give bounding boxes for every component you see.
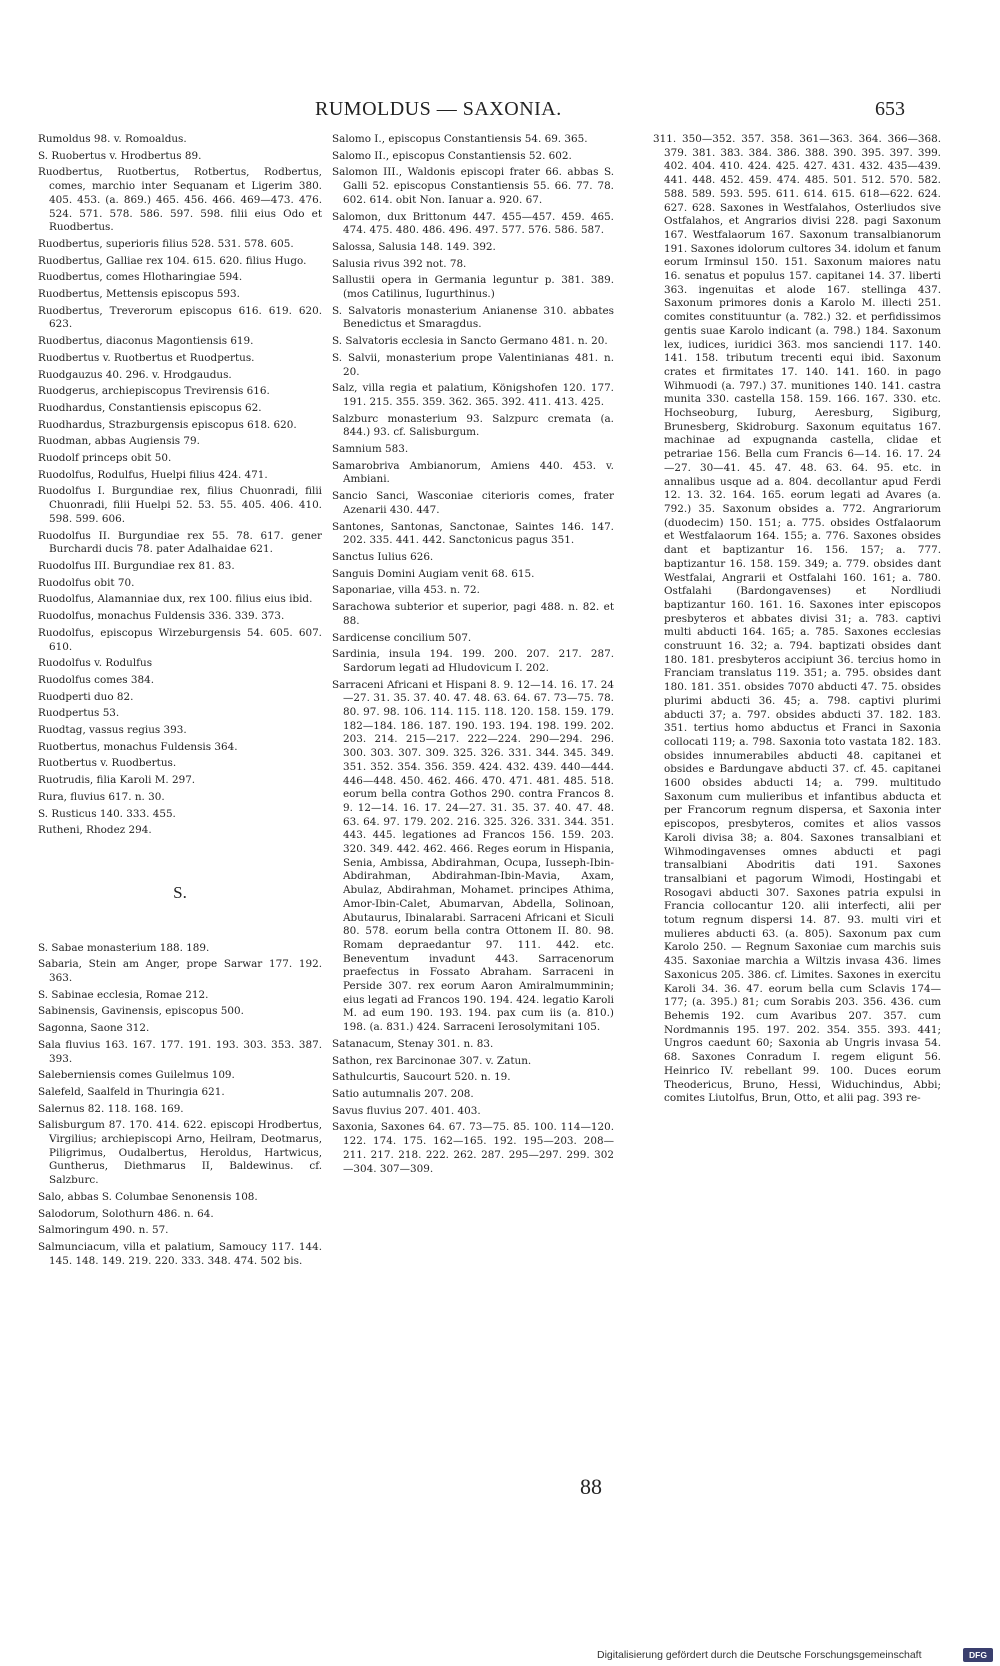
- index-entry: Sallustii opera in Germania leguntur p. 381. 389. (mos Catilinus, Iugurthinus.): [332, 274, 614, 301]
- index-entry: Saleberniensis comes Guilelmus 109.: [38, 1069, 235, 1082]
- index-entry: Sarachowa subterior et superior, pagi 488. n. 82. et 88.: [332, 601, 614, 627]
- index-entry: Sala fluvius 163. 167. 177. 191. 193. 303. 353. 387. 393.: [38, 1038, 322, 1065]
- index-entry: S. Sabinae ecclesia, Romae 212.: [38, 988, 209, 1001]
- index-entry: Ruotrudis, filia Karoli M. 297.: [38, 774, 196, 787]
- page-number: 653: [875, 98, 905, 120]
- column-left: [38, 133, 322, 1271]
- index-entry: Ruodpertus 53.: [38, 707, 120, 720]
- index-entry: Sardicense concilium 507.: [332, 631, 472, 644]
- index-entry: S. Salvatoris ecclesia in Sancto Germano 481. n. 20.: [332, 335, 608, 348]
- index-entry: Ruodgerus, archiepiscopus Trevirensis 616.: [38, 385, 270, 398]
- index-entry: Ruodman, abbas Augiensis 79.: [38, 435, 200, 448]
- index-entry: Ruodolfus, episcopus Wirzeburgensis 54. 605. 607. 610.: [38, 626, 322, 653]
- index-entry: Salefeld, Saalfeld in Thuringia 621.: [38, 1085, 225, 1098]
- index-entry: S. Rusticus 140. 333. 455.: [38, 807, 176, 820]
- index-entry: Sarraceni Africani et Hispani 8. 9. 12—14. 16. 17. 24—27. 31. 35. 37. 40. 47. 48. 63. 64. 67. 73—75. 78. 80. 97. 98. 106. 114. 115. 118. 120. 158. 159. 179. 182—184. 186. 187. 190. 193. 194. 198. 199. 202. 203. 214. 215—217. 222—224. 290—294. 296. 300. 303. 307. 309. 325. 326. 331. 344. 345. 349. 351. 352. 354. 356. 359. 424. 432. 439. 440—444. 446—448. 450. 462. 466. 470. 471. 481. 485. 518. eorum bella contra Gothos 290. contra Francos 8. 9. 12—14. 16. 17. 24—27. 31. 35. 37. 40. 47. 48. 63. 64. 97. 179. 202. 216. 325. 326. 331. 344. 351. 443. 445. legationes ad Francos 156. 159. 203. 320. 349. 442. 462. 466. Reges eorum in Hispania, Senia, Ambissa, Abdirahman, Ocupa, Iusseph-Ibin-Abdirahman, Abdirahman-Ibin-Mavia, Axam, Abulaz, Abdirahman, Mohamet. principes Athima, Amor-Ibin-Calet, Abumarvan, Abdella, Solinoan, Abutaurus, Ibinalarabi. Sarraceni Africani et Siculi 80. 578. eorum bella contra Ottonem II. 80. 98. Romam depraedantur 97. 111. 442. etc. Beneventum invadunt 443. Sarracenorum praefectus in Fossato Abraham. Sarraceni in Perside 307. rex eorum Aaron Amiralmumminin; eius legati ad Francos 190. 194. 424. legatio Karoli M. ad eum 190. 193. 194. pax cum iis (a. 810.) 198. (a. 831.) 424. Sarraceni Ierosolymitani 105.: [332, 678, 614, 1034]
- index-entry: Ruodolfus II. Burgundiae rex 55. 78. 617. gener Burchardi ducis 78. pater Adalhaidae 621.: [38, 529, 322, 556]
- index-entry: Samarobriva Ambianorum, Amiens 440. 453. v. Ambiani.: [332, 459, 614, 486]
- index-entry: Rumoldus 98. v. Romoaldus.: [38, 133, 187, 145]
- index-entry: Ruodbertus, superioris filius 528. 531. 578. 605.: [38, 237, 294, 250]
- footer-text: Digitalisierung gefördert durch die Deutsche Forschungsgemeinschaft: [597, 1649, 922, 1661]
- index-entry: Salossa, Salusia 148. 149. 392.: [332, 240, 496, 253]
- dfg-logo: DFG: [963, 1648, 993, 1662]
- index-entry: Sagonna, Saone 312.: [38, 1022, 150, 1035]
- index-entry: Sabaria, Stein am Anger, prope Sarwar 177. 192. 363.: [38, 958, 322, 985]
- index-entry: Ruodbertus, Galliae rex 104. 615. 620. filius Hugo.: [38, 254, 307, 267]
- index-entry: Ruodbertus, comes Hlotharingiae 594.: [38, 271, 243, 284]
- index-entry: Saponariae, villa 453. n. 72.: [332, 584, 480, 597]
- index-entry: Ruodolfus, monachus Fuldensis 336. 339. 373.: [38, 610, 285, 623]
- index-entry: Ruodolfus v. Rodulfus: [38, 657, 153, 670]
- index-entry: Ruodolf princeps obit 50.: [38, 452, 172, 465]
- entries-sa: [332, 133, 614, 1176]
- index-entry: Salernus 82. 118. 168. 169.: [38, 1102, 184, 1115]
- index-entry: Rura, fluvius 617. n. 30.: [38, 790, 165, 803]
- footer: [0, 1647, 1000, 1665]
- index-entry: Ruodolfus I. Burgundiae rex, filius Chuonradi, filii Chuonradi, filii Huelpi 52. 53. 55. 405. 406. 410. 598. 599. 606.: [38, 485, 322, 525]
- index-entry: Ruodolfus III. Burgundiae rex 81. 83.: [38, 559, 235, 572]
- index-entry: Ruodbertus, diaconus Magontiensis 619.: [38, 335, 254, 348]
- index-entry: Ruodhardus, Constantiensis episcopus 62.: [38, 401, 262, 414]
- header-title: RUMOLDUS — SAXONIA.: [315, 98, 562, 120]
- column-right: [653, 133, 941, 1109]
- signature-mark: 88: [580, 1474, 602, 1499]
- index-entry: Ruodolfus comes 384.: [38, 673, 155, 686]
- index-entry: S. Sabae monasterium 188. 189.: [38, 941, 210, 954]
- index-entry: Salomon, dux Brittonum 447. 455—457. 459. 465. 474. 475. 480. 486. 496. 497. 577. 576. 586. 587.: [332, 210, 614, 237]
- index-entry: Ruotbertus, monachus Fuldensis 364.: [38, 740, 238, 753]
- index-entry: Sardinia, insula 194. 199. 200. 207. 217. 287. Sardorum legati ad Hludovicum I. 202.: [332, 648, 614, 674]
- index-entry: Salomo II., episcopus Constantiensis 52. 602.: [332, 149, 572, 162]
- section-heading: S.: [173, 882, 187, 902]
- index-entry: Sathulcurtis, Saucourt 520. n. 19.: [332, 1071, 511, 1084]
- index-entry: Salodorum, Solothurn 486. n. 64.: [38, 1207, 214, 1220]
- index-entry: Rutheni, Rhodez 294.: [38, 824, 152, 837]
- index-entry: S. Ruobertus v. Hrodbertus 89.: [38, 149, 202, 162]
- index-entry: Ruotbertus v. Ruodbertus.: [38, 757, 177, 770]
- index-entry: Salusia rivus 392 not. 78.: [332, 257, 467, 270]
- entries-saxonia: [653, 133, 941, 1106]
- index-entry: Salo, abbas S. Columbae Senonensis 108.: [38, 1190, 258, 1203]
- entries-s: [38, 942, 322, 1269]
- index-entry: S. Salvatoris monasterium Anianense 310. abbates Benedictus et Smaragdus.: [332, 304, 614, 331]
- index-entry: Savus fluvius 207. 401. 403.: [332, 1104, 481, 1117]
- index-entry: Salmunciacum, villa et palatium, Samoucy 117. 144. 145. 148. 149. 219. 220. 333. 348. 474. 502 bis.: [38, 1241, 322, 1267]
- index-entry: Saxonia, Saxones 64. 67. 73—75. 85. 100. 114—120. 122. 174. 175. 162—165. 192. 195—203. 208—211. 217. 218. 222. 262. 287. 295—297. 299. 302—304. 307—309.: [332, 1121, 614, 1175]
- index-entry: Sanctus Iulius 626.: [332, 550, 434, 563]
- index-entry: Ruodhardus, Strazburgensis episcopus 618. 620.: [38, 418, 297, 431]
- index-entry: Ruodbertus v. Ruotbertus et Ruodpertus.: [38, 351, 255, 364]
- index-entry: Sancio Sanci, Wasconiae citerioris comes, frater Azenarii 430. 447.: [332, 490, 614, 516]
- index-entry: Satanacum, Stenay 301. n. 83.: [332, 1037, 494, 1050]
- index-entry: Santones, Santonas, Sanctonae, Saintes 146. 147. 202. 335. 441. 442. Sanctonicus pagus 351.: [332, 520, 614, 547]
- index-entry: Samnium 583.: [332, 443, 409, 456]
- index-entry: Ruodbertus, Ruotbertus, Rotbertus, Rodbertus, comes, marchio inter Sequanam et Ligerim 380. 405. 453. (a. 869.) 465. 456. 466. 469—473. 476. 524. 571. 578. 586. 597. 598. filii eius Odo et Ruodbertus.: [38, 166, 322, 234]
- index-entry: Ruodbertus, Mettensis episcopus 593.: [38, 288, 240, 301]
- index-entry: Sabinensis, Gavinensis, episcopus 500.: [38, 1005, 244, 1018]
- index-entry: Salomon III., Waldonis episcopi frater 66. abbas S. Galli 52. episcopus Constantiensis 55. 66. 77. 78. 602. 614. obit Non. Ianuar a. 920. 67.: [332, 166, 614, 206]
- running-header: [0, 98, 1000, 122]
- index-entry: Salzburc monasterium 93. Salzpurc cremata (a. 844.) 93. cf. Salisburgum.: [332, 412, 614, 439]
- index-entry: Ruodolfus obit 70.: [38, 576, 135, 589]
- column-middle: [332, 133, 614, 1179]
- entries-r: [38, 133, 322, 838]
- index-entry: Salmoringum 490. n. 57.: [38, 1224, 169, 1237]
- index-entry: Ruodolfus, Alamanniae dux, rex 100. filius eius ibid.: [38, 593, 313, 606]
- index-entry: Salomo I., episcopus Constantiensis 54. 69. 365.: [332, 133, 588, 145]
- index-entry: Salisburgum 87. 170. 414. 622. episcopi Hrodbertus, Virgilius; archiepiscopi Arno, Heilram, Deotmarus, Piligrimus, Oudalbertus, Heroldus, Hartwicus, Guntherus, Diethmarus II, Baldewinus. cf. Salzburc.: [38, 1119, 322, 1187]
- index-entry: Ruodgauzus 40. 296. v. Hrodgaudus.: [38, 368, 232, 381]
- index-entry: Sanguis Domini Augiam venit 68. 615.: [332, 567, 535, 580]
- index-entry: Satio autumnalis 207. 208.: [332, 1088, 474, 1100]
- index-entry: Sathon, rex Barcinonae 307. v. Zatun.: [332, 1054, 532, 1067]
- index-entry: Ruodperti duo 82.: [38, 690, 134, 703]
- index-entry: Ruodbertus, Treverorum episcopus 616. 619. 620. 623.: [38, 304, 322, 331]
- index-entry: Ruodolfus, Rodulfus, Huelpi filius 424. 471.: [38, 468, 268, 481]
- index-entry: Ruodtag, vassus regius 393.: [38, 724, 187, 737]
- index-entry: Salz, villa regia et palatium, Königshofen 120. 177. 191. 215. 355. 359. 362. 365. 392. 411. 413. 425.: [332, 382, 614, 408]
- index-entry: S. Salvii, monasterium prope Valentinianas 481. n. 20.: [332, 351, 614, 378]
- index-entry: 311. 350—352. 357. 358. 361—363. 364. 366—368. 379. 381. 383. 384. 386. 388. 390. 395. 397. 399. 402. 404. 410. 424. 425. 427. 431. 432. 435—439. 441. 448. 452. 459. 474. 485. 501. 512. 570. 582. 588. 589. 593. 595. 611. 614. 615. 618—622. 624. 627. 628. Saxones in Westfalahos, Osterliudos sive Ostfalahos, et Angrarios divisi 228. pagi Saxonum 167. Westfalaorum 167. Saxonum transalbianorum 191. Saxones idolorum cultores 34. idolum et fanum eorum Irminsul 150. 151. Saxonum maiores natu 16. senatus et populus 157. capitanei 14. 37. liberti 363. ingenuitas et alode 167. stellinga 437. Saxonum primores donis a Karolo M. illecti 251. comites constituuntur (a. 782.) 32. et perfidissimos gentis suae Karolo indicant (a. 798.) 184. Saxonum lex, iudices, iuridici 363. mos sanciendi 117. 140. 141. 158. tributum trecenti equi ibid. Saxonum crates et firmitates 17. 140. 141. 160. in pago Wihmuodi (a. 797.) 37. munitiones 140. 141. castra munita 330. castella 158. 159. 166. 167. 330. etc. Hochseoburg, Iuburg, Aeresburg, Sigiburg, Brunesberg, Skidroburg. Saxonum equitatus 167. machinae ad expugnanda castella, clidae et petrariae 156. Bella cum Francis 6—14. 16. 17. 24—27. 30—41. 45. 47. 48. 63. 64. 95. etc. in annalibus usque ad a. 804. decollantur apud Ferdi 12. 13. 32. 164. 165. eorum legati ad Avares (a. 792.) 35. Saxonum obsides a. 772. Angrariorum (duodecim) 150. 151; a. 775. obsides Ostfalaorum et Westfalaorum 164. 155; a. 776. Saxones obsides dant et baptizantur 16. 156. 157; a. 777. baptizantur 16. 158. 159. 349; a. 779. obsides dant Westfalai, Angrarii et Ostfalahi 160. 161; a. 780. Ostfalahi (Bardongavenses) et Nordliudi baptizantur 160. 161. 16. Saxones inter episcopos presbyteros et abbates divisi 31; a. 783. captivi multi abducti 164. 165; a. 785. Saxones ecclesias construunt 16. 32; a. 794. baptizati obsides dant 180. 181. presbyteros accipiunt 36. tercius homo in Franciam translatus 119. 351; a. 795. obsides dant 180. 181. 351. obsides 7070 abducti 47. 75. obsides plurimi abducti 36. 45; a. 798. captivi plurimi abducti 37; a. 797. obsides abducti 37. 182. 183. 351. tertius homo abductus et Franci in Saxonia collocati 119; a. 798. Saxonia toto vastata 182. 183. obsides innumerabiles abducti 48. capitanei et obsides e Bardungave abducti 37. cf. 45. capitanei 1600 obsides abducti 14; a. 799. multitudo Saxonum cum mulieribus et infantibus abducta et per Francorum regnum dispersa, et Saxonia inter episcopos, presbyteros, comites et alios vassos Karoli divisa 38; a. 804. Saxones transalbiani et Wihmodingavenses omnes abducti et pagi transalbiani Abodritis dati 191. Saxones transalbiani et pagorum Wimodi, Hostingabi et Rosogavi abducti 307. Saxones patria expulsi in Francia collocantur 120. alii interfecti, alii per totum regnum dispersi 14. 87. 93. multi viri et mulieres abducti 63. (a. 805). Saxonum pax cum Karolo 250. — Regnum Saxoniae cum marchis suis 435. Saxoniae marchia a Wiltzis invasa 436. limes Saxonicus 205. 386. cf. Limites. Saxones in exercitu Karoli 34. 36. 47. eorum bella cum Sclavis 174—177; (a. 395.) 81; cum Sorabis 203. 356. 436. cum Behemis 192. cum Avaribus 207. 357. cum Nordmannis 195. 197. 202. 354. 355. 393. 441; Ungros caedunt 60; Saxonia ab Ungris invasa 54. 68. Saxones Conradum I. regem eligunt 56. Heinrico IV. rebellant 99. 100. Duces eorum Theodericus, Bruno, Hessi, Widuchindus, Abbi; comites Liutolfus, Brun, Otto, et alii pag. 393 re-: [653, 133, 941, 1105]
